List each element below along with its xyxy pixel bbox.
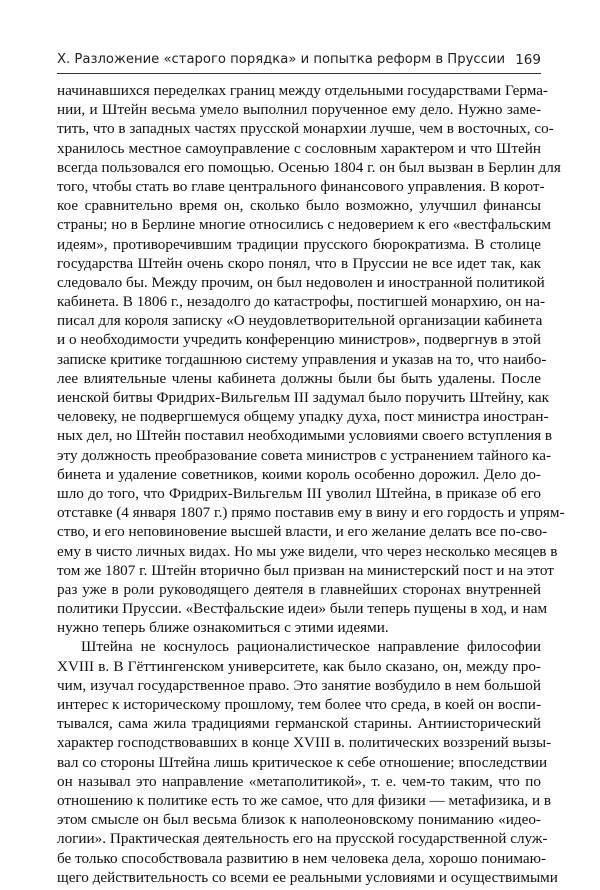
- text-line: писал для короля записку «О неудовлетворительной организации кабинета: [57, 312, 543, 330]
- text-line: отставке (4 января 1807 г.) прямо поставив ему в вину и его гордость и упрям-: [57, 504, 565, 522]
- text-line: этом смысле он был весьма близок к наполеоновскому пониманию «идео-: [57, 811, 541, 829]
- text-line: человеку, не подвергшемуся общему упадку духа, пост министра иностран-: [57, 408, 549, 426]
- header-rule: [57, 73, 541, 74]
- chapter-title: X. Разложение «старого порядка» и попытка реформ в Пруссии: [57, 52, 506, 67]
- text-line: тывался, сама жила традициями германской старины. Антиисторический: [57, 715, 541, 733]
- text-line: ных дел, но Штейн поставил необходимыми условиями своего вступления в: [57, 427, 553, 445]
- body-text: [57, 81, 565, 887]
- text-line: начинавшихся переделках границ между отдельными государствами Герма-: [57, 82, 548, 99]
- text-line: кое сравнительно время он, сколько было возможно, улучшил финансы: [57, 197, 541, 215]
- text-line: следовало бы. Между прочим, он был недоволен и иностранной политикой: [57, 273, 545, 291]
- text-line: кабинета. В 1806 г., незадолго до катастрофы, постигшей монархию, он на-: [57, 293, 546, 311]
- text-line: и о необходимости учредить конференцию министров», подвергнув в этой: [57, 331, 541, 349]
- text-line: логии». Практическая деятельность его на прусской государственной служ-: [57, 830, 548, 848]
- text-line: политики Пруссии. «Вестфальские идеи» были теперь пущены в ход, и нам: [57, 600, 548, 618]
- text-line: нужно теперь ближе ознакомиться с этими идеями.: [57, 619, 389, 637]
- page-number: 169: [515, 52, 541, 68]
- text-line: бинета и удаление советников, коими король особенно дорожил. Дело до-: [57, 465, 541, 483]
- text-line: вал со стороны Штейна лишь критическое к себе отношение; впоследствии: [57, 753, 548, 771]
- text-line: идеям», противоречившим традиции прусского бюрократизма. В столице: [57, 235, 541, 253]
- text-line: лее влиятельные члены кабинета должны были бы быть удалены. После: [57, 369, 541, 387]
- text-line: страны; но в Берлине многие относились с недоверием к его «вестфальским: [57, 216, 551, 234]
- text-line: характер господствовавших в конце XVIII в. политических воззрений вызы-: [57, 734, 552, 752]
- text-line: того, чтобы стать во главе центрального финансового управления. В корот-: [57, 177, 545, 195]
- text-line: ство, и его неповиновение высшей власти, и его желание делать все по-сво-: [57, 523, 548, 541]
- text-line: интерес к историческому прошлому, тем более что среда, в коей он воспи-: [57, 696, 541, 713]
- text-line: шло до того, что Фридрих-Вильгельм III уволил Штейна, в приказе об его: [57, 484, 541, 502]
- text-line: XVIII в. В Гёттингенском университете, как было сказано, он, между про-: [57, 657, 541, 675]
- text-line: Штейна не коснулось рационалистическое направление философии: [81, 638, 541, 656]
- text-line: эту должность преобразование совета министров с устранением тайного ка-: [57, 446, 552, 464]
- text-line: щего действительность со всеми ее реальными условиями и осуществимыми: [57, 868, 558, 886]
- text-line: отношению к политике есть то же самое, что для физики — метафизика, и в: [57, 791, 552, 809]
- text-line: всегда пользовался его помощью. Осенью 1804 г. он был вызван в Берлин для: [57, 158, 561, 176]
- text-line: записке критике тогдашнюю систему управления и указав на то, что наибо-: [57, 350, 547, 368]
- text-line: он называл это направление «метаполитикой», т. е. чем-то таким, что по: [57, 772, 541, 790]
- text-line: раз уже в роли руководящего деятеля в главнейших сторонах внутренней: [57, 580, 541, 598]
- text-line: тить, что в западных частях прусской монархии лучше, чем в восточных, со-: [57, 120, 554, 138]
- text-line: том же 1807 г. Штейн вторично был призван на министерский пост и на этот: [57, 561, 554, 579]
- running-header: [57, 52, 541, 72]
- text-line: ему в чисто личных видах. Но мы уже видели, что через несколько месяцев в: [57, 542, 558, 560]
- text-line: иенской битвы Фридрих-Вильгельм III задумал было поручить Штейну, как: [57, 389, 550, 406]
- text-line: нии, и Штейн весьма умело выполнил порученное ему дело. Нужно заме-: [57, 101, 541, 119]
- text-line: чим, изучал государственное право. Это занятие возбудило в нем большой: [57, 676, 541, 694]
- text-line: государства Штейн очень скоро понял, что в Пруссии не все идет так, как: [57, 254, 541, 272]
- text-line: хранилось местное самоуправление с сословным характером и что Штейн: [57, 139, 541, 157]
- text-line: бе только способствовала развитию в нем человека дела, хорошо понимаю-: [57, 849, 547, 867]
